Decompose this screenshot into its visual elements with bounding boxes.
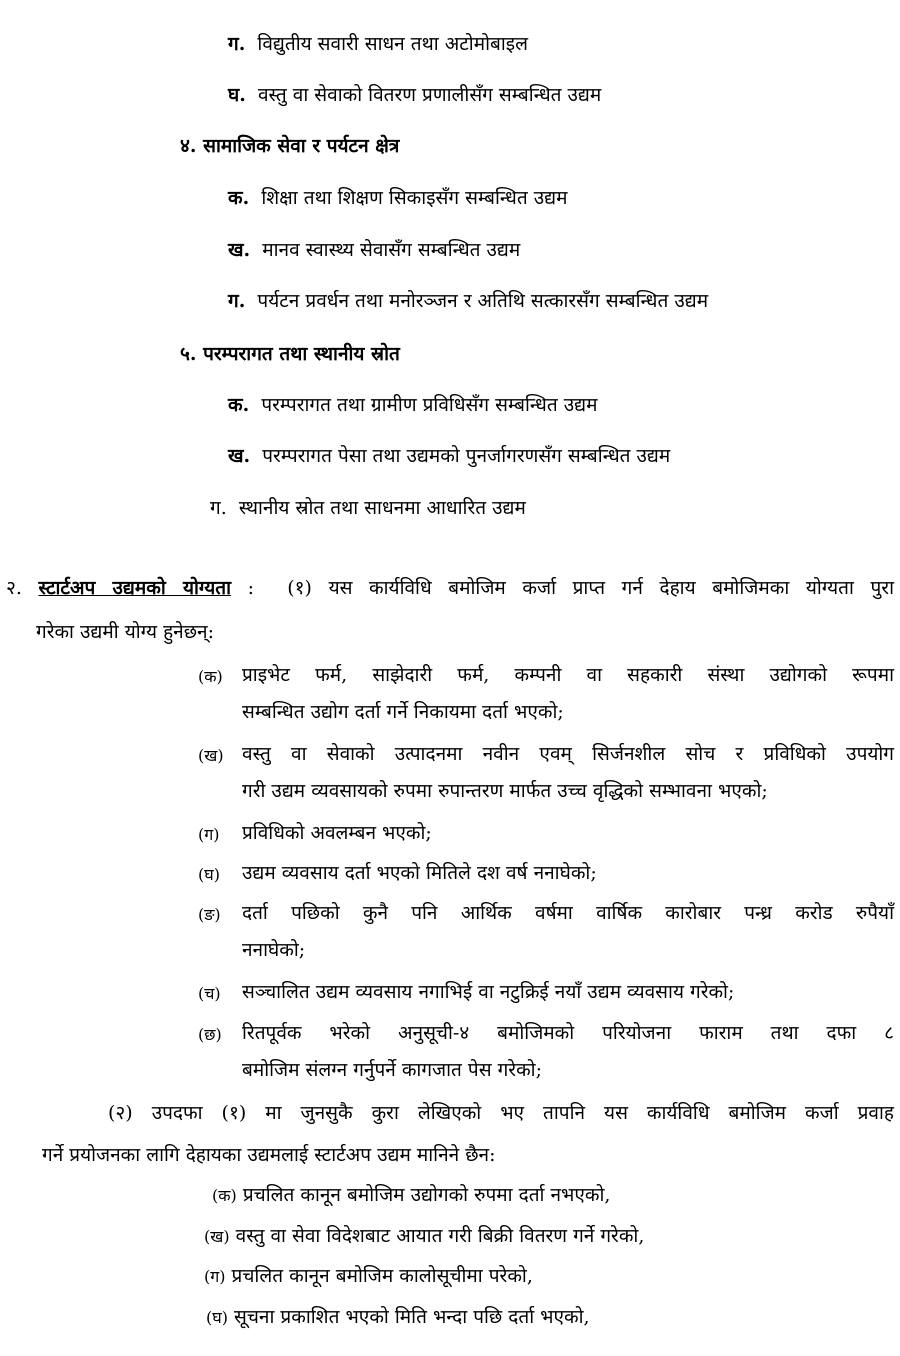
sub-item-text: गरी उद्यम व्यवसायको रुपमा रुपान्तरण मार्फत उच्च वृद्धिको सम्भावना भएको; (242, 780, 768, 802)
item-text: विद्युतीय सवारी साधन तथा अटोमोबाइल (257, 33, 528, 55)
item-marker: क. (228, 394, 250, 416)
sub-item-text: दर्ता पछिको कुनै पनि आर्थिक वर्षमा वार्षिक कारोबार पन्ध्र करोड रुपैयाँ (242, 902, 894, 924)
sub-item-marker: (ङ) (198, 905, 221, 924)
clause-intro-line2: गरेका उद्यमी योग्य हुनेछन्: (36, 621, 214, 643)
item-marker: (ग) (204, 1267, 226, 1286)
item-marker: ख. (228, 239, 251, 261)
clause-intro-line (6, 573, 894, 603)
list-item (228, 286, 708, 316)
clause-intro-text: (१) यस कार्यविधि बमोजिम कर्जा प्राप्त गर्न देहाय बमोजिमका योग्यता पुरा (287, 577, 895, 599)
exclusion-item (206, 1302, 590, 1333)
list-item (228, 390, 597, 420)
item-text: पर्यटन प्रवर्धन तथा मनोरञ्जन र अतिथि सत्कारसँग सम्बन्धित उद्यम (257, 290, 709, 312)
item-marker: ख. (228, 445, 251, 467)
sub-item-marker: (घ) (198, 865, 220, 884)
item-marker: क. (228, 187, 250, 209)
sub-item-text: बमोजिम संलग्न गर्नुपर्ने कागजात पेस गरेको; (242, 1059, 542, 1081)
sub-item-text: सम्बन्धित उद्योग दर्ता गर्ने निकायमा दर्ता भएको; (242, 701, 564, 723)
item-text: मानव स्वास्थ्य सेवासँग सम्बन्धित उद्यम (262, 239, 521, 261)
sub-item-text: वस्तु वा सेवाको उत्पादनमा नवीन एवम् सिर्जनशील सोच र प्रविधिको उपयोग (242, 743, 894, 765)
item-text: प्रचलित कानून बमोजिम उद्योगको रुपमा दर्ता नभएको, (242, 1184, 611, 1206)
sub-item-text: प्राइभेट फर्म, साझेदारी फर्म, कम्पनी वा सहकारी संस्था उद्योगको रूपमा (242, 664, 894, 686)
list-item (228, 29, 528, 59)
item-marker: ग. (210, 497, 227, 519)
sub-item-marker: (क) (198, 667, 223, 686)
sub-item-marker: (च) (198, 984, 221, 1003)
item-text: प्रचलित कानून बमोजिम कालोसूचीमा परेको, (231, 1265, 533, 1287)
item-marker: (क) (212, 1186, 237, 1205)
item-text: स्थानीय स्रोत तथा साधनमा आधारित उद्यम (238, 497, 526, 519)
item-marker: ग. (228, 33, 246, 55)
item-text: वस्तु वा सेवाको वितरण प्रणालीसँग सम्बन्धित उद्यम (257, 84, 602, 106)
section-heading: ५. परम्परागत तथा स्थानीय स्रोत (180, 343, 400, 365)
item-text: परम्परागत पेसा तथा उद्यमको पुनर्जागरणसँग सम्बन्धित उद्यम (262, 445, 671, 467)
section-heading: ४. सामाजिक सेवा र पर्यटन क्षेत्र (180, 135, 400, 157)
item-text: परम्परागत तथा ग्रामीण प्रविधिसँग सम्बन्धित उद्यम (261, 394, 598, 416)
clause-heading: स्टार्टअप उद्यमको योग्यता (38, 577, 231, 599)
item-text: वस्तु वा सेवा विदेशबाट आयात गरी बिक्री वितरण गर्ने गरेको, (235, 1225, 645, 1247)
sub-item-text: उद्यम व्यवसाय दर्ता भएको मितिले दश वर्ष ननाघेको; (242, 862, 597, 884)
subclause-line: गर्ने प्रयोजनका लागि देहायका उद्यमलाई स्टार्टअप उद्यम मानिने छैन: (42, 1144, 496, 1166)
exclusion-item (204, 1221, 644, 1252)
exclusion-item (204, 1261, 533, 1292)
item-text: शिक्षा तथा शिक्षण सिकाइसँग सम्बन्धित उद्यम (261, 187, 568, 209)
list-item (228, 441, 670, 471)
list-item (210, 493, 526, 523)
exclusion-item (212, 1180, 610, 1211)
list-item (228, 235, 520, 265)
item-marker: घ. (228, 84, 246, 106)
sub-item-marker: (छ) (198, 1025, 222, 1044)
item-marker: (ख) (204, 1227, 230, 1246)
item-text: सूचना प्रकाशित भएको मिति भन्दा पछि दर्ता भएको, (234, 1306, 590, 1328)
sub-item-text: ननाघेको; (242, 939, 306, 961)
subclause-line: (२) उपदफा (१) मा जुनसुकै कुरा लेखिएको भए तापनि यस कार्यविधि बमोजिम कर्जा प्रवाह (108, 1102, 894, 1124)
sub-item-marker: (ख) (198, 746, 224, 765)
sub-item-marker: (ग) (198, 825, 220, 844)
clause-number: २. (6, 577, 22, 599)
list-item (228, 80, 601, 110)
list-item (228, 183, 567, 213)
sub-item-text: रितपूर्वक भरेको अनुसूची-४ बमोजिमको परियोजना फाराम तथा दफा ८ (242, 1022, 894, 1044)
clause-separator: : (231, 577, 271, 599)
sub-item-text: प्रविधिको अवलम्बन भएको; (242, 822, 432, 844)
item-marker: (घ) (206, 1308, 228, 1327)
sub-item-text: सञ्चालित उद्यम व्यवसाय नगाभिई वा नटुक्रिई नयाँ उद्यम व्यवसाय गरेको; (242, 981, 735, 1003)
item-marker: ग. (228, 290, 246, 312)
